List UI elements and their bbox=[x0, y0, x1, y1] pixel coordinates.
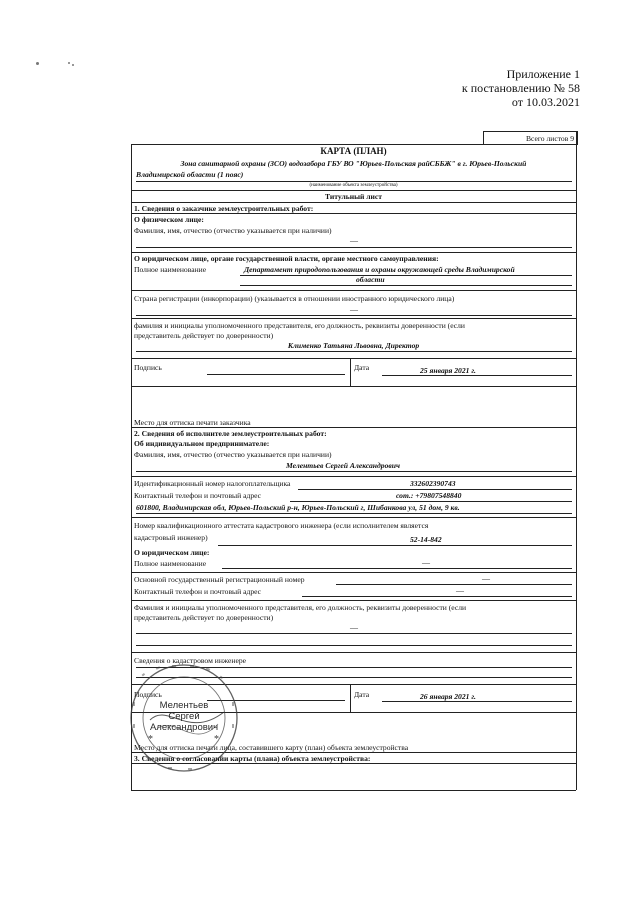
frame-top bbox=[131, 144, 576, 145]
customer-fullname-value-2: области bbox=[356, 275, 385, 284]
legal-entity-executor-heading: О юридическом лице: bbox=[134, 548, 210, 557]
executor-phone-value: сот.: +79807548840 bbox=[396, 491, 462, 500]
row-divider bbox=[131, 202, 576, 203]
executor-fio-value: Мелентьев Сергей Александрович bbox=[286, 461, 400, 470]
certificate-value: 52-14-842 bbox=[410, 535, 442, 544]
row-divider bbox=[131, 190, 576, 191]
executor-rep-label-1: Фамилия и инициалы уполномоченного представителя, его должность, реквизиты доверенности (если bbox=[134, 603, 467, 612]
object-name-caption: (наименование объекта землеустройства) bbox=[309, 183, 398, 188]
executor-address-value: 601800, Владимирская обл, Юрьев-Польский р-н, Юрьев-Польский г, Шибанкова ул, 51 дом, 9 кв. bbox=[136, 503, 460, 512]
individual-entrepreneur-heading: Об индивидуальном предпринимателе: bbox=[134, 439, 270, 448]
appendix-line-2: к постановлению № 58 bbox=[461, 81, 580, 95]
section1-heading: 1. Сведения о заказчике землеустроительных работ: bbox=[134, 204, 314, 213]
ogrn-underline bbox=[336, 584, 572, 585]
scan-speck bbox=[72, 64, 74, 66]
customer-rep-value: Клименко Татьяна Львовна, Директор bbox=[287, 341, 420, 350]
row-divider bbox=[131, 427, 576, 428]
address-underline bbox=[136, 513, 572, 514]
executor-fullname-underline bbox=[222, 568, 572, 569]
customer-fio-label: Фамилия, имя, отчество (отчество указывается при наличии) bbox=[134, 226, 332, 235]
executor-fullname-label: Полное наименование bbox=[134, 559, 207, 568]
round-seal-stamp bbox=[128, 662, 240, 774]
executor-date-label: Дата bbox=[354, 690, 370, 699]
cadastral-engineer-label: Сведения о кадастровом инженере bbox=[134, 656, 247, 665]
physical-person-heading: О физическом лице: bbox=[134, 215, 204, 224]
frame-bottom bbox=[131, 790, 576, 791]
executor-rep-underline-1 bbox=[136, 633, 572, 634]
executor-stamp-place: Место для оттиска печати лица, составившего карту (план) объекта землеустройства bbox=[134, 743, 409, 752]
fullname-underline bbox=[240, 285, 572, 286]
sheets-count: Всего листов 9 bbox=[525, 134, 574, 143]
certificate-label-1: Номер квалификационного аттестата кадастрового инженера (если исполнителем является bbox=[134, 521, 429, 530]
country-underline bbox=[136, 315, 572, 316]
customer-fio-value: — bbox=[350, 236, 358, 245]
country-value: — bbox=[350, 305, 358, 314]
executor-fio-underline bbox=[136, 471, 572, 472]
row-divider bbox=[131, 652, 576, 653]
customer-date-value: 25 января 2021 г. bbox=[420, 366, 476, 375]
executor-date-line bbox=[382, 701, 572, 702]
customer-fullname-value-1: Департамент природопользования и охраны окружающей среды Владимирской bbox=[244, 265, 515, 274]
row-divider bbox=[131, 290, 576, 291]
ogrn-value: — bbox=[482, 574, 490, 583]
legal-contact-underline bbox=[302, 596, 572, 597]
sheets-box bbox=[483, 131, 578, 145]
certificate-underline bbox=[218, 545, 572, 546]
customer-date-label: Дата bbox=[354, 363, 370, 372]
sheet-title: Титульный лист bbox=[324, 192, 383, 201]
row-divider bbox=[131, 476, 576, 477]
seal-star-icon: * bbox=[214, 734, 219, 745]
country-label: Страна регистрации (инкорпорации) (указывается в отношении иностранного юридического лица) bbox=[134, 294, 455, 303]
customer-rep-label-1: фамилия и инициалы уполномоченного представителя, его должность, реквизиты доверенности (если bbox=[134, 321, 465, 330]
appendix-line-3: от 10.03.2021 bbox=[511, 95, 580, 109]
scan-speck bbox=[68, 62, 70, 64]
executor-sign-label: Подпись bbox=[134, 690, 162, 699]
ogrn-label: Основной государственный регистрационный номер bbox=[134, 575, 305, 584]
customer-sign-line bbox=[207, 374, 345, 375]
map-title: КАРТА (ПЛАН) bbox=[320, 146, 387, 156]
executor-contact-label: Контактный телефон и почтовый адрес bbox=[134, 491, 262, 500]
fullname-underline bbox=[240, 275, 572, 276]
row-divider bbox=[131, 318, 576, 319]
customer-rep-label-2: представитель действует по доверенности) bbox=[134, 331, 274, 340]
executor-rep-value: — bbox=[350, 623, 358, 632]
section2-heading: 2. Сведения об исполнителе землеустроительных работ: bbox=[134, 429, 327, 438]
section3-heading: 3. Сведения о согласовании карты (плана) объекта землеустройства: bbox=[134, 754, 371, 763]
executor-fullname-value: — bbox=[422, 558, 430, 567]
row-divider bbox=[131, 600, 576, 601]
executor-legal-contact-value: — bbox=[456, 586, 464, 595]
certificate-label-2: кадастровый инженер) bbox=[134, 533, 208, 542]
executor-rep-label-2: представитель действует по доверенности) bbox=[134, 613, 274, 622]
customer-date-line bbox=[382, 375, 572, 376]
customer-sign-label: Подпись bbox=[134, 363, 162, 372]
object-name-line-2: Владимирской области (1 пояс) bbox=[136, 170, 244, 179]
row-divider bbox=[131, 517, 576, 518]
inn-underline bbox=[298, 489, 572, 490]
row-divider bbox=[131, 358, 576, 359]
fio-underline bbox=[136, 247, 572, 248]
inn-label: Идентификационный номер налогоплательщика bbox=[134, 479, 291, 488]
scan-speck bbox=[36, 62, 39, 65]
phone-underline bbox=[290, 501, 572, 502]
frame-right bbox=[576, 131, 577, 790]
executor-fio-label: Фамилия, имя, отчество (отчество указывается при наличии) bbox=[134, 450, 332, 459]
sign-date-divider bbox=[350, 684, 351, 712]
sign-date-divider bbox=[350, 358, 351, 386]
inn-value: 332602390743 bbox=[410, 479, 456, 488]
customer-fullname-label: Полное наименование bbox=[134, 265, 207, 274]
row-divider bbox=[131, 572, 576, 573]
seal-text-line-1: Мелентьев bbox=[159, 700, 209, 711]
row-divider bbox=[131, 386, 576, 387]
executor-date-value: 26 января 2021 г. bbox=[420, 692, 476, 701]
object-name-line-1: Зона санитарной охраны (ЗСО) водозабора ГБУ ВО "Юрьев-Польская райСББЖ" в г. Юрьев-Польский bbox=[180, 159, 527, 168]
customer-stamp-place: Место для оттиска печати заказчика bbox=[134, 418, 251, 427]
executor-legal-contact-label: Контактный телефон и почтовый адрес bbox=[134, 587, 262, 596]
appendix-line-1: Приложение 1 bbox=[506, 67, 580, 81]
seal-text-line-2: Сергей bbox=[168, 711, 200, 722]
row-divider bbox=[131, 252, 576, 253]
seal-star-icon: * bbox=[148, 734, 153, 745]
executor-rep-underline-2 bbox=[136, 645, 572, 646]
seal-text-line-3: Александрович bbox=[149, 722, 219, 733]
rep-underline bbox=[136, 351, 572, 352]
row-divider bbox=[131, 213, 576, 214]
appendix-block bbox=[462, 67, 580, 109]
legal-entity-heading: О юридическом лице, органе государственной власти, органе местного самоуправления: bbox=[134, 254, 439, 263]
